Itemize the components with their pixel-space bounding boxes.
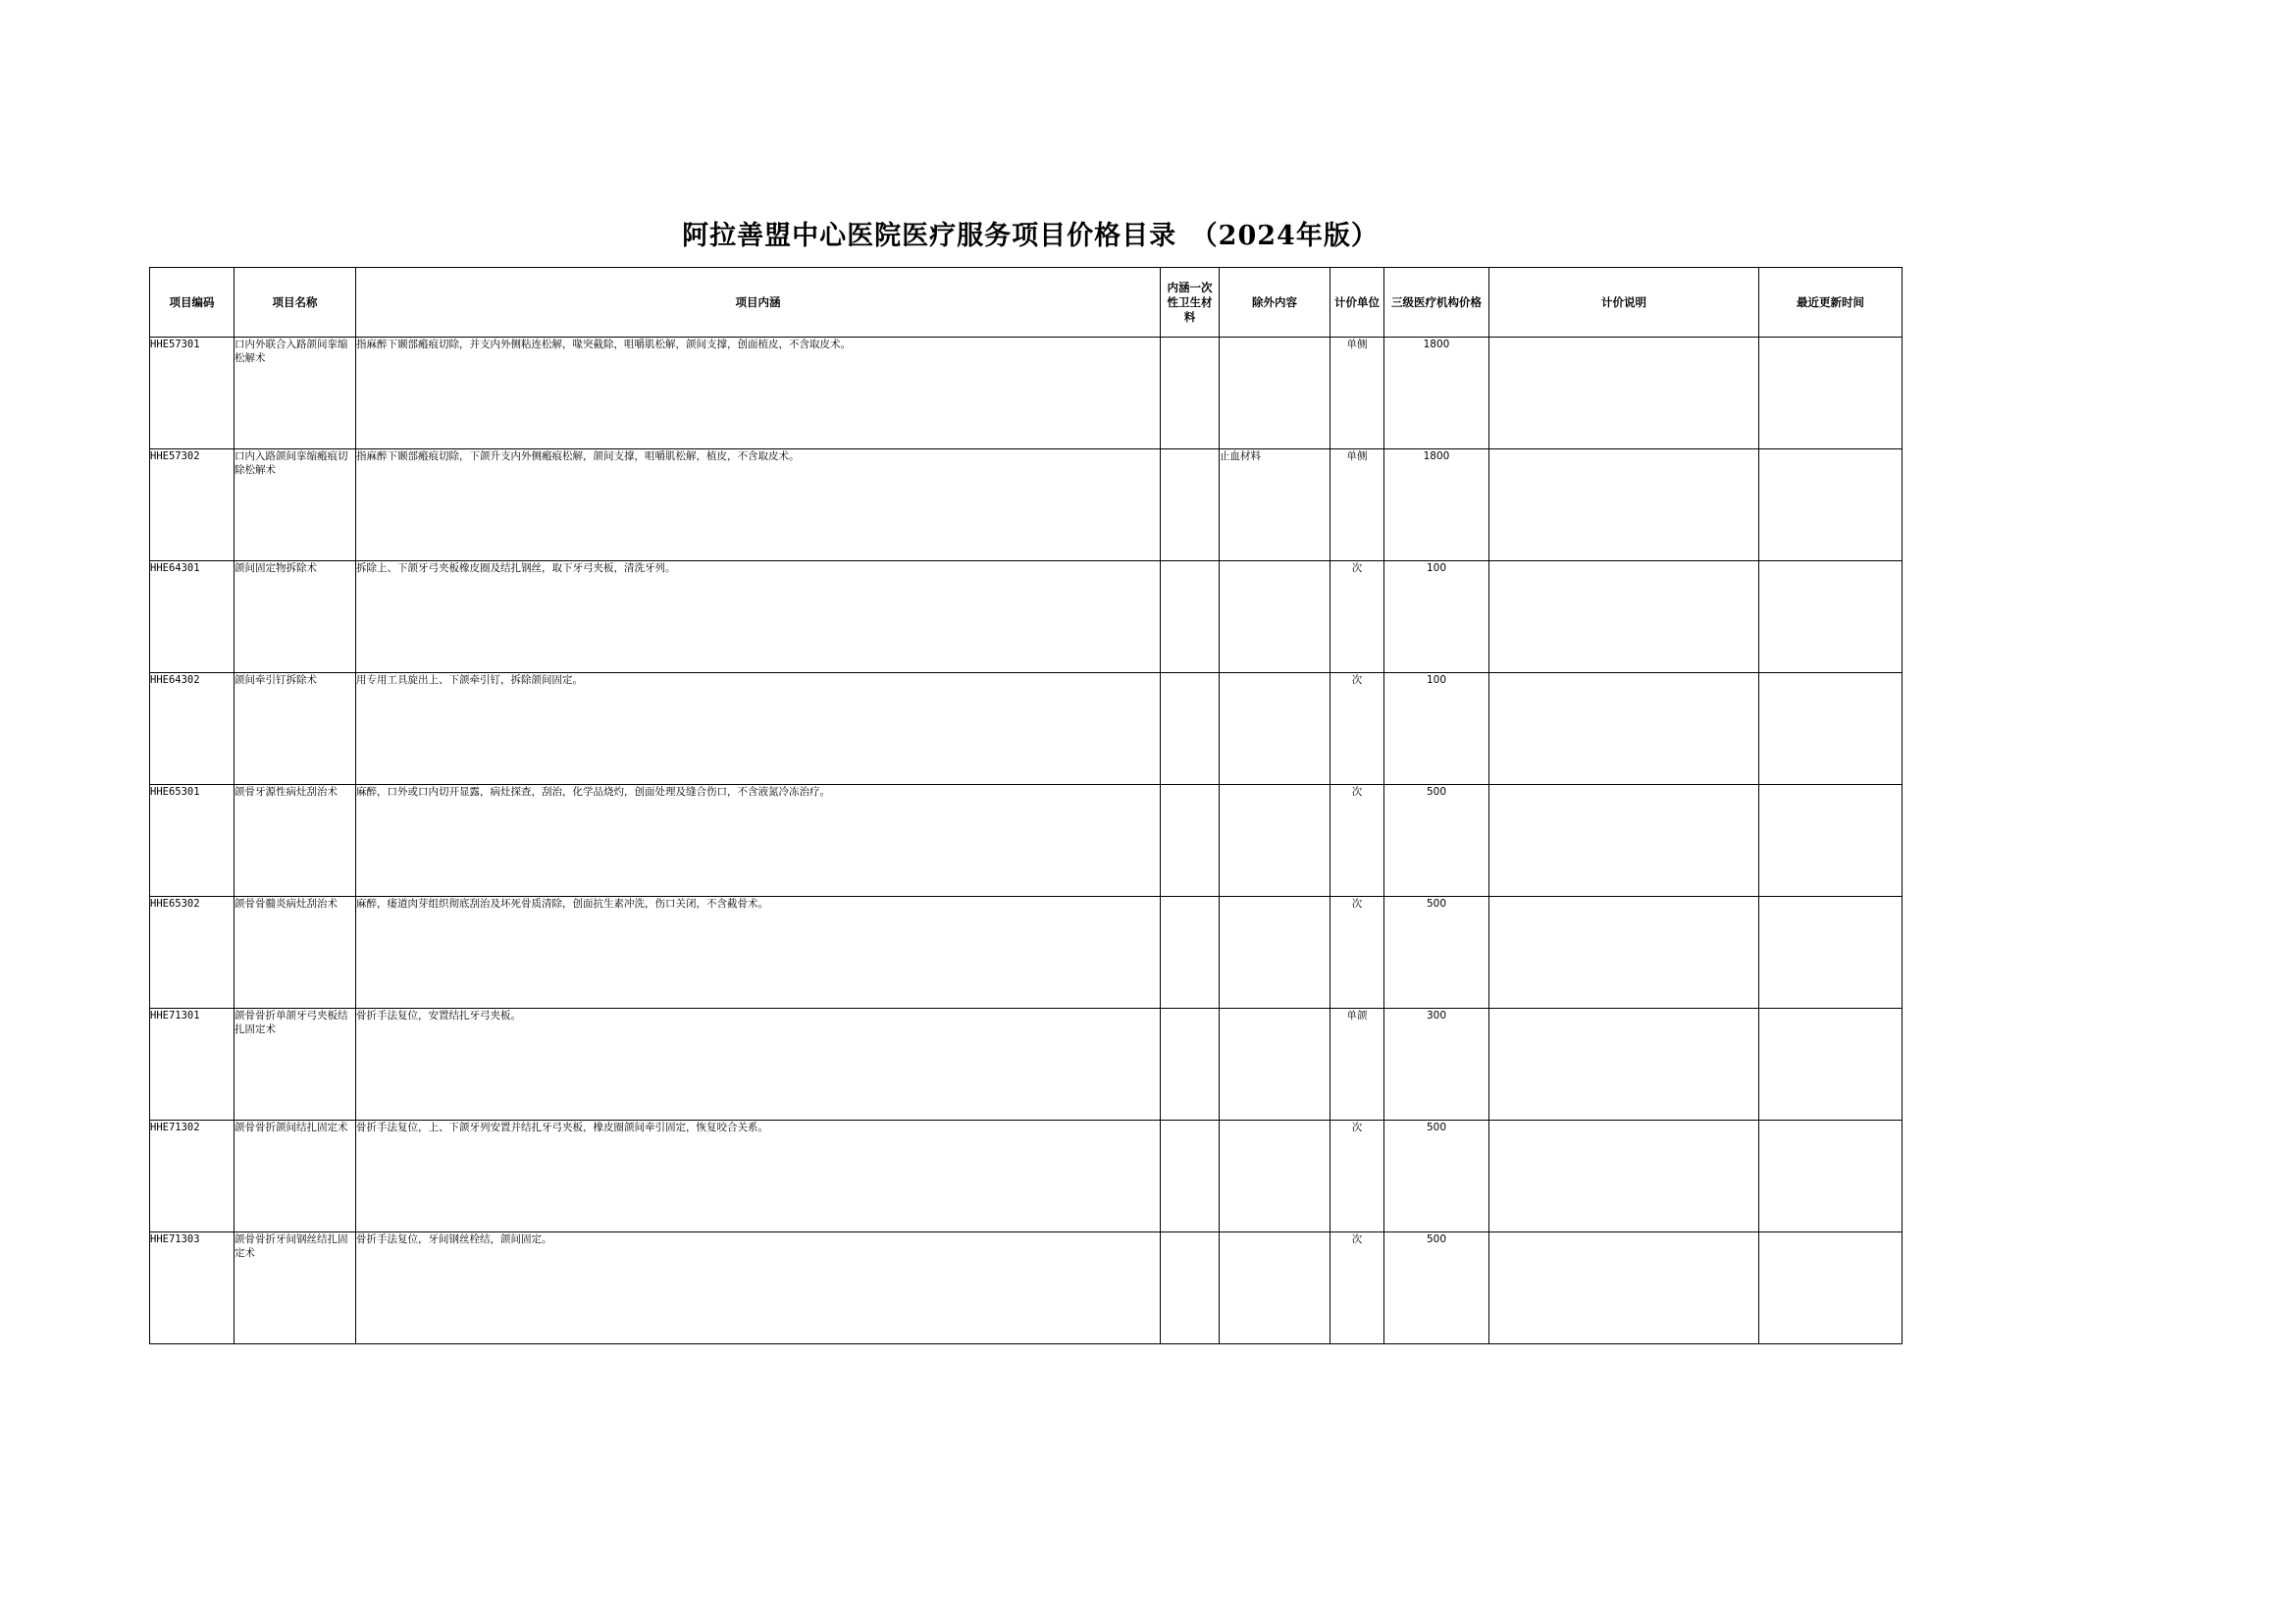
cell-disposable bbox=[1161, 897, 1220, 1009]
cell-exclusions bbox=[1220, 785, 1330, 897]
cell-name: 口内入路颌间挛缩瘢痕切除松解术 bbox=[235, 449, 356, 561]
cell-exclusions bbox=[1220, 1232, 1330, 1344]
cell-updated bbox=[1759, 1121, 1903, 1232]
cell-disposable bbox=[1161, 1121, 1220, 1232]
cell-name: 颌间牵引钉拆除术 bbox=[235, 673, 356, 785]
cell-name: 颌骨骨折颌间结扎固定术 bbox=[235, 1121, 356, 1232]
cell-code: HHE65301 bbox=[150, 785, 235, 897]
cell-unit: 单侧 bbox=[1330, 338, 1384, 449]
cell-updated bbox=[1759, 449, 1903, 561]
cell-name: 颌间固定物拆除术 bbox=[235, 561, 356, 673]
cell-note bbox=[1489, 1232, 1759, 1344]
cell-code: HHE64301 bbox=[150, 561, 235, 673]
cell-unit: 单颌 bbox=[1330, 1009, 1384, 1121]
table-row bbox=[150, 1232, 1903, 1344]
cell-disposable bbox=[1161, 785, 1220, 897]
cell-note bbox=[1489, 338, 1759, 449]
cell-note bbox=[1489, 673, 1759, 785]
cell-code: HHE71302 bbox=[150, 1121, 235, 1232]
cell-updated bbox=[1759, 673, 1903, 785]
table-row bbox=[150, 1121, 1903, 1232]
header-code: 项目编码 bbox=[150, 268, 235, 338]
cell-price: 500 bbox=[1384, 785, 1489, 897]
cell-content: 骨折手法复位，安置结扎牙弓夹板。 bbox=[356, 1009, 1161, 1121]
cell-price: 100 bbox=[1384, 673, 1489, 785]
price-table bbox=[149, 267, 1903, 1344]
table-row bbox=[150, 785, 1903, 897]
table-row bbox=[150, 673, 1903, 785]
cell-disposable bbox=[1161, 561, 1220, 673]
cell-code: HHE57301 bbox=[150, 338, 235, 449]
cell-content: 指麻醉下颞部瘢痕切除，并支内外侧粘连松解，喙突截除，咀嚼肌松解，颌间支撑，创面植皮，不含取皮术。 bbox=[356, 338, 1161, 449]
cell-unit: 次 bbox=[1330, 1121, 1384, 1232]
cell-content: 用专用工具旋出上、下颌牵引钉，拆除颌间固定。 bbox=[356, 673, 1161, 785]
header-exclusions: 除外内容 bbox=[1220, 268, 1330, 338]
cell-unit: 单侧 bbox=[1330, 449, 1384, 561]
cell-name: 颌骨骨髓炎病灶刮治术 bbox=[235, 897, 356, 1009]
cell-disposable bbox=[1161, 338, 1220, 449]
cell-updated bbox=[1759, 1232, 1903, 1344]
cell-name: 口内外联合入路颌间挛缩松解术 bbox=[235, 338, 356, 449]
cell-price: 1800 bbox=[1384, 449, 1489, 561]
cell-note bbox=[1489, 449, 1759, 561]
cell-code: HHE71303 bbox=[150, 1232, 235, 1344]
cell-disposable bbox=[1161, 673, 1220, 785]
cell-content: 麻醉，瘘道肉芽组织彻底刮治及坏死骨质清除，创面抗生素冲洗，伤口关闭，不含截骨术。 bbox=[356, 897, 1161, 1009]
cell-exclusions bbox=[1220, 338, 1330, 449]
cell-code: HHE65302 bbox=[150, 897, 235, 1009]
table-row bbox=[150, 561, 1903, 673]
cell-updated bbox=[1759, 785, 1903, 897]
cell-disposable bbox=[1161, 1232, 1220, 1344]
cell-exclusions bbox=[1220, 561, 1330, 673]
cell-unit: 次 bbox=[1330, 1232, 1384, 1344]
cell-note bbox=[1489, 561, 1759, 673]
cell-note bbox=[1489, 1009, 1759, 1121]
header-updated: 最近更新时间 bbox=[1759, 268, 1903, 338]
cell-note bbox=[1489, 785, 1759, 897]
cell-exclusions bbox=[1220, 1121, 1330, 1232]
cell-unit: 次 bbox=[1330, 897, 1384, 1009]
cell-content: 指麻醉下颞部瘢痕切除，下颌升支内外侧瘢痕松解，颌间支撑，咀嚼肌松解，植皮，不含取皮术。 bbox=[356, 449, 1161, 561]
cell-price: 500 bbox=[1384, 1121, 1489, 1232]
cell-name: 颌骨骨折牙间钢丝结扎固定术 bbox=[235, 1232, 356, 1344]
table-row bbox=[150, 338, 1903, 449]
cell-disposable bbox=[1161, 449, 1220, 561]
cell-price: 500 bbox=[1384, 1232, 1489, 1344]
cell-content: 拆除上、下颌牙弓夹板橡皮圈及结扎钢丝，取下牙弓夹板，清洗牙列。 bbox=[356, 561, 1161, 673]
cell-exclusions bbox=[1220, 673, 1330, 785]
header-note: 计价说明 bbox=[1489, 268, 1759, 338]
cell-content: 骨折手法复位，上、下颌牙列安置并结扎牙弓夹板，橡皮圈颌间牵引固定，恢复咬合关系。 bbox=[356, 1121, 1161, 1232]
cell-updated bbox=[1759, 561, 1903, 673]
header-disposable: 内涵一次性卫生材料 bbox=[1161, 268, 1220, 338]
cell-updated bbox=[1759, 897, 1903, 1009]
cell-name: 颌骨骨折单颌牙弓夹板结扎固定术 bbox=[235, 1009, 356, 1121]
table-row bbox=[150, 1009, 1903, 1121]
cell-unit: 次 bbox=[1330, 561, 1384, 673]
cell-content: 麻醉，口外或口内切开显露，病灶探查，刮治，化学品烧灼，创面处理及缝合伤口，不含液氮冷冻治疗。 bbox=[356, 785, 1161, 897]
table-row bbox=[150, 449, 1903, 561]
cell-updated bbox=[1759, 1009, 1903, 1121]
cell-price: 500 bbox=[1384, 897, 1489, 1009]
cell-exclusions: 止血材料 bbox=[1220, 449, 1330, 561]
cell-price: 300 bbox=[1384, 1009, 1489, 1121]
cell-unit: 次 bbox=[1330, 673, 1384, 785]
header-name: 项目名称 bbox=[235, 268, 356, 338]
cell-exclusions bbox=[1220, 1009, 1330, 1121]
cell-unit: 次 bbox=[1330, 785, 1384, 897]
header-unit: 计价单位 bbox=[1330, 268, 1384, 338]
cell-note bbox=[1489, 897, 1759, 1009]
cell-exclusions bbox=[1220, 897, 1330, 1009]
cell-code: HHE57302 bbox=[150, 449, 235, 561]
cell-name: 颌骨牙源性病灶刮治术 bbox=[235, 785, 356, 897]
page-title: 阿拉善盟中心医院医疗服务项目价格目录 （2024年版） bbox=[682, 221, 1379, 251]
cell-note bbox=[1489, 1121, 1759, 1232]
cell-content: 骨折手法复位，牙间钢丝栓结，颌间固定。 bbox=[356, 1232, 1161, 1344]
header-price: 三级医疗机构价格 bbox=[1384, 268, 1489, 338]
cell-code: HHE64302 bbox=[150, 673, 235, 785]
cell-price: 1800 bbox=[1384, 338, 1489, 449]
table-row bbox=[150, 897, 1903, 1009]
header-row bbox=[150, 268, 1903, 338]
cell-price: 100 bbox=[1384, 561, 1489, 673]
cell-disposable bbox=[1161, 1009, 1220, 1121]
cell-updated bbox=[1759, 338, 1903, 449]
cell-code: HHE71301 bbox=[150, 1009, 235, 1121]
header-content: 项目内涵 bbox=[356, 268, 1161, 338]
